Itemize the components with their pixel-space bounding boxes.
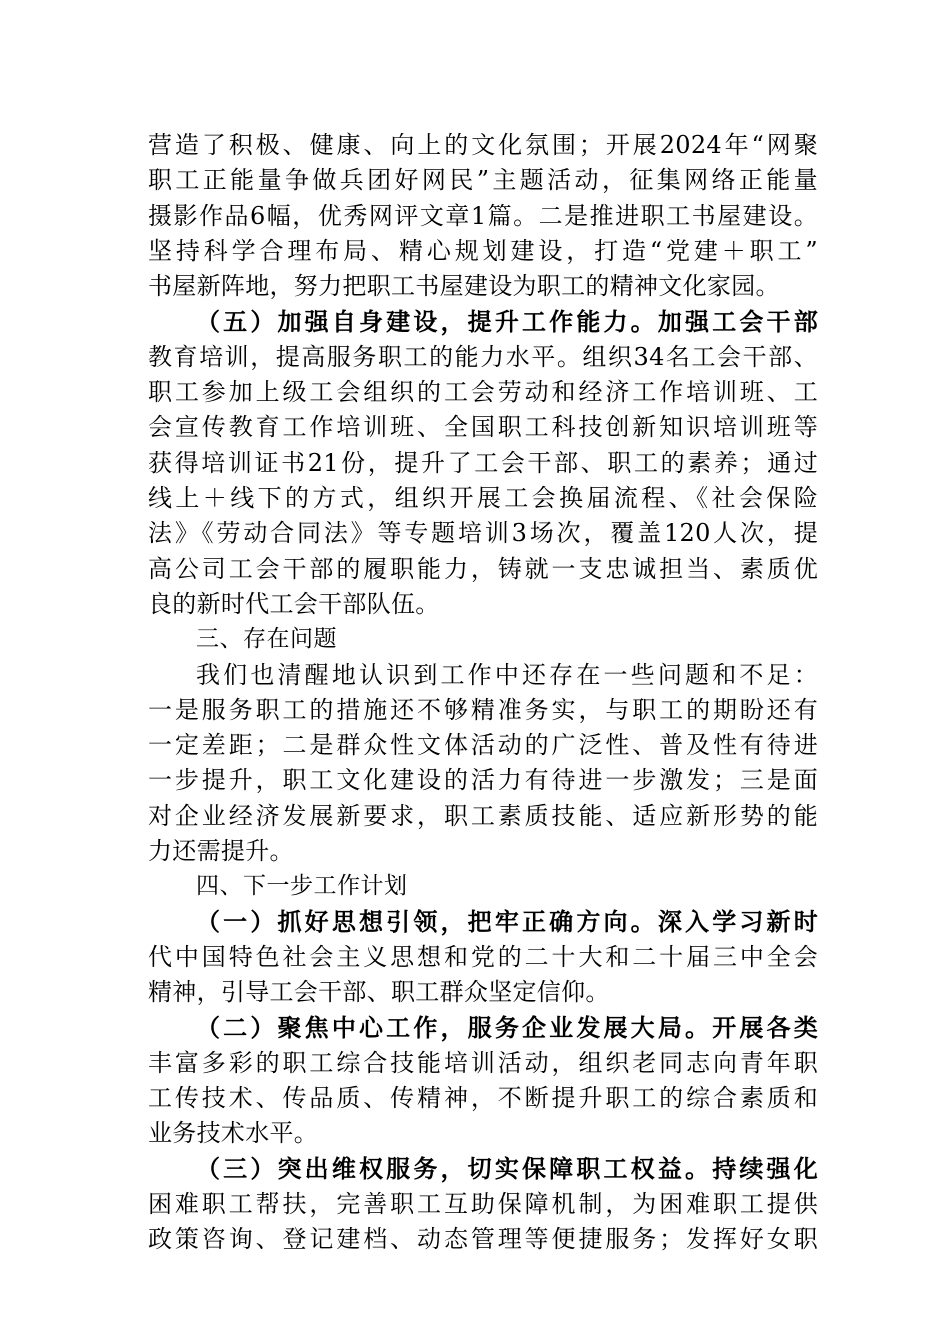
text-line: 摄影作品6幅，优秀网评文章1篇。二是推进职工书屋建设。 — [148, 201, 818, 230]
text-line: 困难职工帮扶，完善职工互助保障机制，为困难职工提供 — [148, 1190, 818, 1218]
text-line: 力还需提升。 — [148, 837, 294, 865]
text-line: 我们也清醒地认识到工作中还存在一些问题和不足： — [196, 660, 818, 689]
text-line: 教育培训，提高服务职工的能力水平。组织34名工会干部、 — [148, 342, 818, 371]
text-line: 良的新时代工会干部队伍。 — [148, 589, 440, 618]
text-line: （五）加强自身建设，提升工作能力。加强工会干部 — [196, 306, 818, 336]
text-line: （二）聚焦中心工作，服务企业发展大局。开展各类 — [196, 1012, 818, 1042]
text-line: 职工参加上级工会组织的工会劳动和经济工作培训班、工 — [148, 378, 818, 407]
text-line: 一步提升，职工文化建设的活力有待进一步激发；三是面 — [148, 766, 818, 795]
text-line: 坚持科学合理布局、精心规划建设，打造“党建＋职工” — [148, 236, 818, 265]
text-line: 工传技术、传品质、传精神，不断提升职工的综合素质和 — [148, 1084, 818, 1113]
text-line: 丰富多彩的职工综合技能培训活动，组织老同志向青年职 — [148, 1048, 818, 1077]
text-line: 代中国特色社会主义思想和党的二十大和二十届三中全会 — [148, 942, 818, 971]
text-line: 精神，引导工会干部、职工群众坚定信仰。 — [148, 978, 610, 1007]
text-line: 营造了积极、健康、向上的文化氛围；开展2024年“网聚 — [148, 131, 818, 159]
text-line: 职工正能量争做兵团好网民”主题活动，征集网络正能量 — [148, 166, 818, 195]
text-line: 政策咨询、登记建档、动态管理等便捷服务；发挥好女职 — [148, 1225, 818, 1254]
text-line: 对企业经济发展新要求，职工素质技能、适应新形势的能 — [148, 801, 818, 830]
text-line: 书屋新阵地，努力把职工书屋建设为职工的精神文化家园。 — [148, 272, 780, 301]
text-line: 一是服务职工的措施还不够精准务实，与职工的期盼还有 — [148, 695, 818, 724]
section-heading: 四、下一步工作计划 — [196, 873, 408, 900]
text-line: 会宣传教育工作培训班、全国职工科技创新知识培训班等 — [148, 413, 818, 442]
text-line: 业务技术水平。 — [148, 1119, 319, 1148]
text-line: 法》《劳动合同法》等专题培训3场次，覆盖120人次，提 — [148, 519, 818, 548]
text-line: （三）突出维权服务，切实保障职工权益。持续强化 — [196, 1153, 818, 1183]
text-line: 获得培训证书21份，提升了工会干部、职工的素养；通过 — [148, 448, 818, 477]
text-line: 一定差距；二是群众性文体活动的广泛性、普及性有待进 — [148, 731, 818, 760]
section-heading: 三、存在问题 — [196, 626, 337, 653]
text-line: 线上＋线下的方式，组织开展工会换届流程、《社会保险 — [148, 484, 818, 512]
text-line: （一）抓好思想引领，把牢正确方向。深入学习新时 — [196, 906, 818, 936]
text-line: 高公司工会干部的履职能力，铸就一支忠诚担当、素质优 — [148, 554, 818, 583]
